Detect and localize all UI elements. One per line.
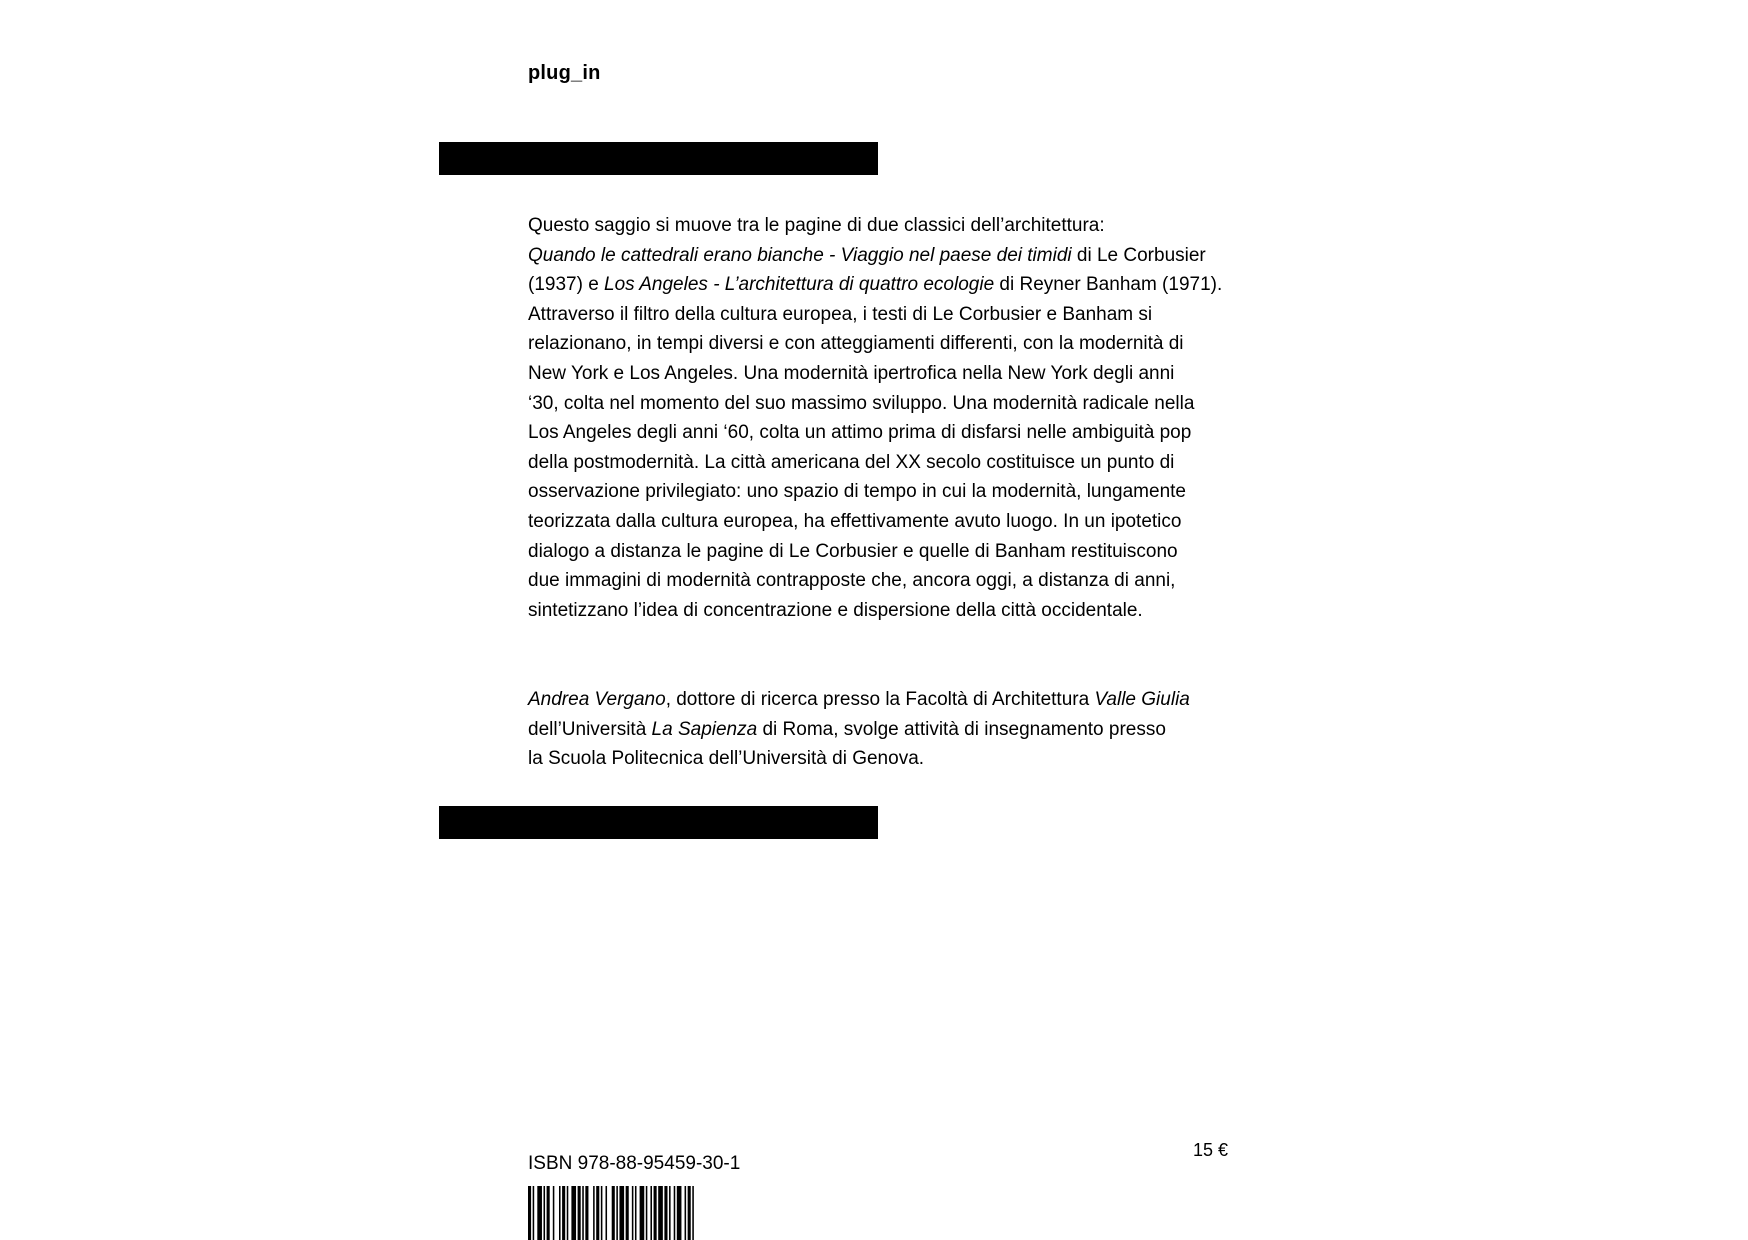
isbn-number: ISBN 978-88-95459-30-1	[528, 1153, 741, 1174]
italic-text: Valle Giulia	[1094, 689, 1190, 710]
text-run: teorizzata dalla cultura europea, ha effettivamente avuto luogo. In un ipotetico	[528, 510, 1182, 532]
abstract-paragraph	[528, 211, 1248, 625]
text-run: sintetizzano l’idea di concentrazione e dispersione della città occidentale.	[528, 599, 1143, 621]
text-run: della postmodernità. La città americana del XX secolo costituisce un punto di	[528, 451, 1175, 473]
text-line	[528, 300, 1248, 330]
text-run: relazionano, in tempi diversi e con atteggiamenti differenti, con la modernità di	[528, 333, 1184, 355]
text-run: dialogo a distanza le pagine di Le Corbusier e quelle di Banham restituiscono	[528, 540, 1178, 562]
top-black-bar	[439, 142, 878, 175]
text-line	[528, 566, 1248, 596]
author-bio-paragraph	[528, 685, 1248, 774]
text-run: di Le Corbusier	[1071, 244, 1206, 266]
text-run: New York e Los Angeles. Una modernità ipertrofica nella New York degli anni	[528, 362, 1175, 384]
text-line	[528, 507, 1248, 537]
text-run: la Scuola Politecnica dell’Università di Genova.	[528, 748, 925, 770]
text-run: due immagini di modernità contrapposte che, ancora oggi, a distanza di anni,	[528, 570, 1176, 592]
barcode-icon	[528, 1186, 746, 1240]
text-line	[528, 537, 1248, 567]
text-run: ‘30, colta nel momento del suo massimo sviluppo. Una modernità radicale nella	[528, 392, 1195, 414]
text-line	[528, 329, 1248, 359]
text-run: Questo saggio si muove tra le pagine di due classici dell’architettura:	[528, 215, 1105, 236]
text-line	[528, 241, 1248, 271]
italic-text: La Sapienza	[651, 718, 758, 740]
text-run: (1937) e	[528, 274, 605, 296]
text-line	[528, 596, 1248, 626]
italic-text: Quando le cattedrali erano bianche - Viaggio nel paese dei timidi	[528, 244, 1072, 266]
text-line	[528, 715, 1248, 745]
italic-text: Los Angeles - L’architettura di quattro ecologie	[604, 274, 995, 296]
text-line	[528, 418, 1248, 448]
series-name: plug_in	[528, 62, 601, 84]
text-line	[528, 744, 1248, 774]
text-line	[528, 685, 1248, 715]
text-line	[528, 270, 1248, 300]
text-run: , dottore di ricerca presso la Facoltà di Architettura	[665, 689, 1095, 710]
text-run: di Roma, svolge attività di insegnamento presso	[757, 718, 1166, 740]
text-line	[528, 477, 1248, 507]
price-label: 15 €	[1192, 1140, 1228, 1160]
text-line	[528, 359, 1248, 389]
text-run: Attraverso il filtro della cultura europea, i testi di Le Corbusier e Banham si	[528, 303, 1153, 325]
text-line	[528, 448, 1248, 478]
italic-text: Andrea Vergano	[528, 689, 666, 710]
text-run: Los Angeles degli anni ‘60, colta un attimo prima di disfarsi nelle ambiguità pop	[528, 422, 1192, 444]
bottom-black-bar	[439, 806, 878, 839]
text-line	[528, 389, 1248, 419]
text-run: osservazione privilegiato: uno spazio di tempo in cui la modernità, lungamente	[528, 481, 1186, 503]
text-run: dell’Università	[528, 718, 652, 740]
text-run: di Reyner Banham (1971).	[994, 274, 1223, 296]
text-line	[528, 211, 1248, 241]
